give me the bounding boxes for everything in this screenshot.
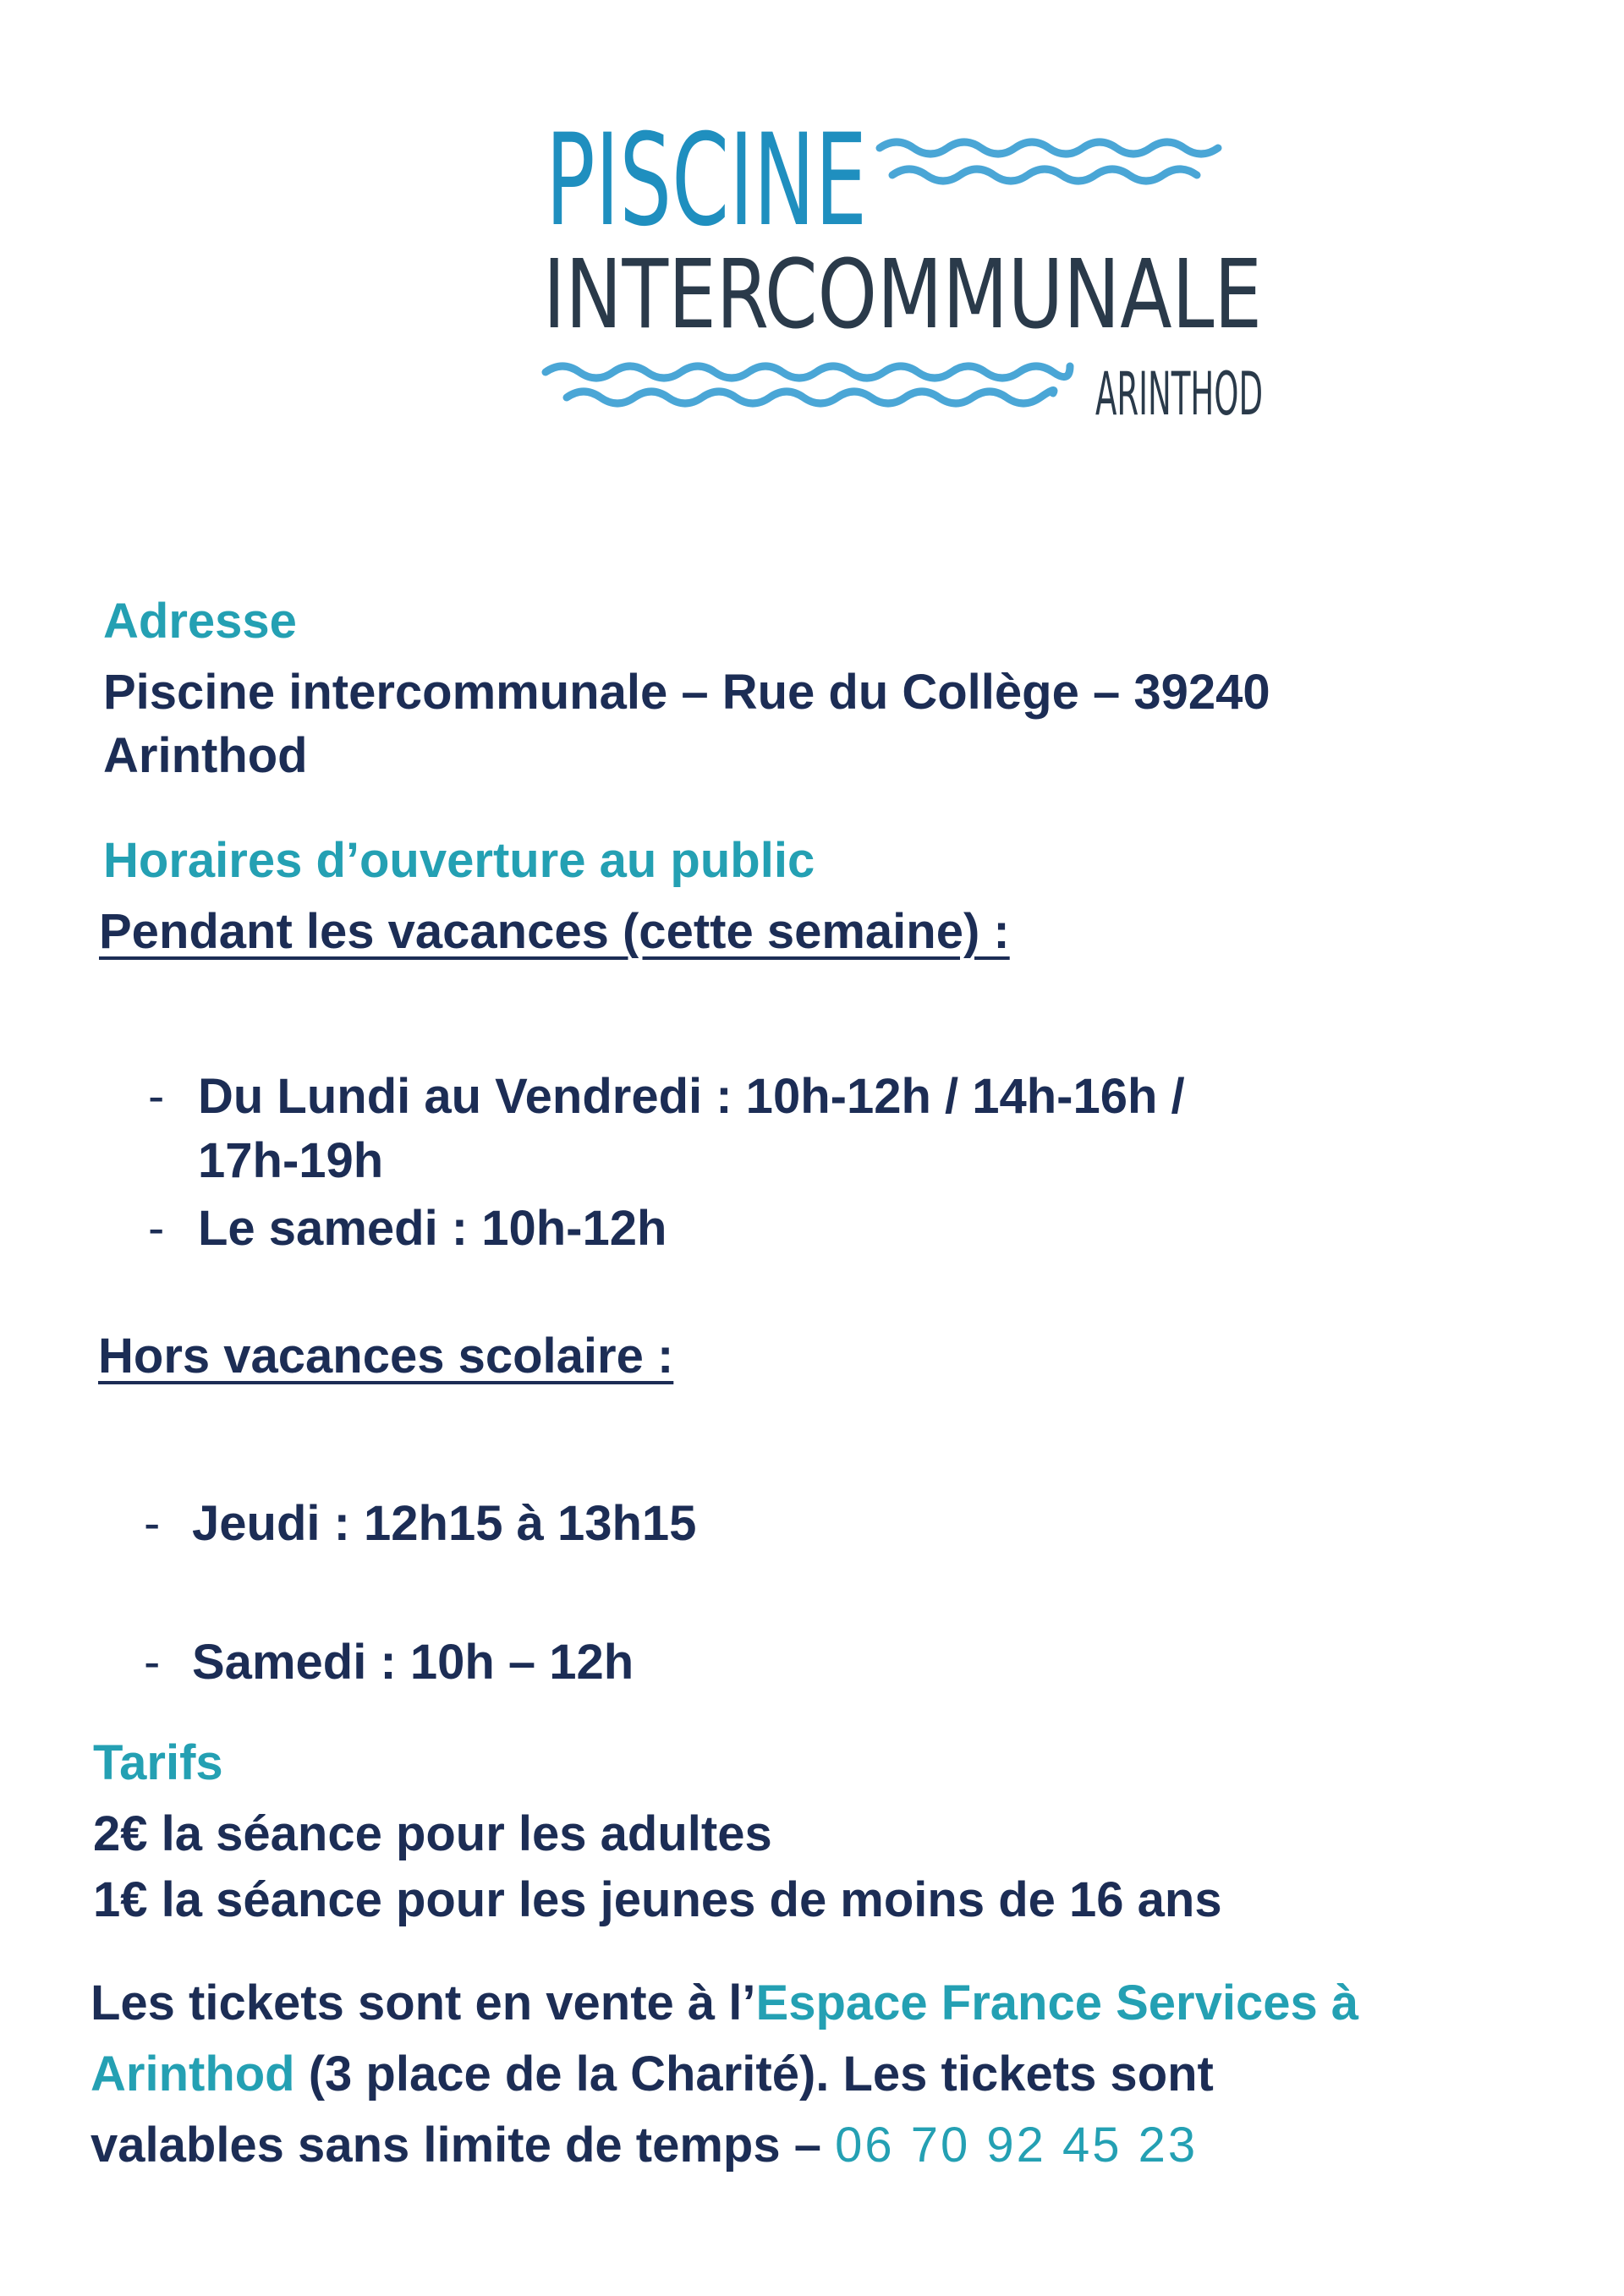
tickets-text-3: valables sans limite de temps – [91,2118,836,2173]
tickets-text-1: Les tickets sont en vente à l’ [91,1975,756,2030]
address-line-2: Arinthod [103,728,308,783]
tariff-adults: 2€ la séance pour les adultes [93,1806,772,1861]
tickets-line-1 [91,1973,1358,2034]
address-line-1: Piscine intercommunale – Rue du Collège – 39240 [103,665,1270,720]
logo-title-intercommunale: INTERCOMMUNALE [543,240,1262,350]
logo-subtitle-arinthod: ARINTHOD [1095,359,1263,429]
bullet-dash: - [148,1069,165,1124]
logo-title-piscine: PISCINE [546,107,867,255]
address-heading: Adresse [103,594,297,649]
holidays-item-2: Le samedi : 10h-12h [198,1201,667,1256]
tariff-youth: 1€ la séance pour les jeunes de moins de 16 ans [93,1872,1222,1927]
hours-heading: Horaires d’ouverture au public [103,833,815,888]
tickets-line-2 [91,2044,1214,2105]
espace-france-services-name: Espace France Services à [755,1975,1359,2030]
bullet-dash: - [144,1635,161,1690]
bullet-dash: - [148,1201,165,1256]
school-item-2: Samedi : 10h – 12h [192,1635,634,1690]
school-item-1: Jeudi : 12h15 à 13h15 [192,1496,697,1551]
holidays-heading: Pendant les vacances (cette semaine) : [99,904,1010,959]
bullet-dash: - [144,1496,161,1551]
holidays-item-1-line-2: 17h-19h [198,1133,384,1188]
espace-france-services-town: Arinthod [91,2047,295,2101]
tickets-line-3 [91,2115,1198,2176]
school-heading: Hors vacances scolaire : [98,1329,674,1384]
phone-number[interactable]: 06 70 92 45 23 [835,2118,1199,2173]
holidays-item-1-line-1: Du Lundi au Vendredi : 10h-12h / 14h-16h / [198,1069,1185,1124]
tickets-text-2: (3 place de la Charité). Les tickets sont [294,2047,1214,2101]
tariffs-heading: Tarifs [93,1735,223,1790]
